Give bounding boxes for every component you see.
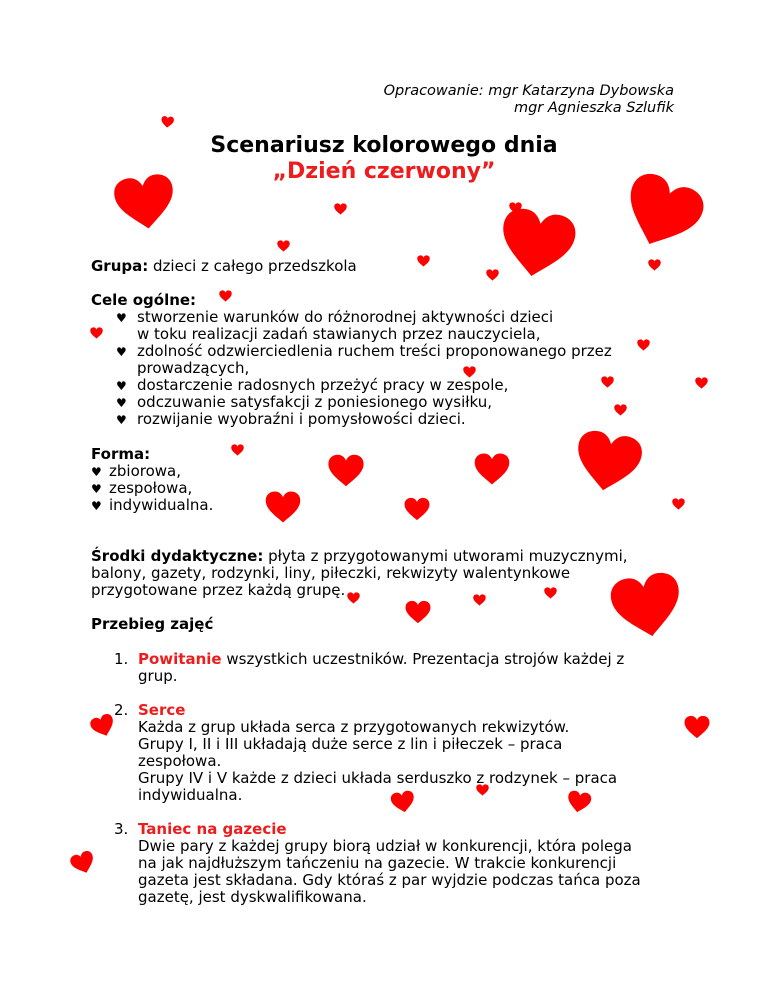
form-label: Forma: <box>91 445 151 463</box>
course-label: Przebieg zajęć <box>91 615 214 633</box>
step-text: wszystkich uczestników. Prezentacja strojów każdej z <box>226 650 625 668</box>
group-line <box>91 258 357 275</box>
materials-text-3: przygotowane przez każdą grupę. <box>91 581 346 599</box>
materials-line-1 <box>91 548 628 565</box>
step-text: Grupy I, II i III układają duże serce z lin i piłeczek – praca <box>138 735 563 753</box>
goal-item: w toku realizacji zadań stawianych przez nauczyciela, <box>137 325 541 343</box>
step-text: grup. <box>138 667 178 685</box>
step-title: Taniec na gazecie <box>138 820 287 838</box>
heart-icon <box>601 567 693 644</box>
heart-icon <box>334 203 347 215</box>
form-item: indywidualna. <box>109 496 214 514</box>
bullet-heart-icon: ♥ <box>116 379 127 393</box>
heart-icon <box>490 203 585 285</box>
step-text: Dwie pary z każdej grupy biorą udział w konkurencji, która polega <box>138 837 632 855</box>
goal-item: stworzenie warunków do różnorodnej aktywności dzieci <box>137 308 554 326</box>
bullet-heart-icon: ♥ <box>91 499 102 513</box>
materials-text-2: balony, gazety, rodzynki, liny, piłeczki, rekwizyty walentynkowe <box>91 564 571 582</box>
step-text: Każda z grup układa serca z przygotowanych rekwizytów. <box>138 718 570 736</box>
goal-item: zdolność odzwierciedlenia ruchem treści proponowanego przez <box>137 342 612 360</box>
step-number: 3. <box>114 820 129 838</box>
heart-icon <box>601 376 614 388</box>
heart-icon <box>684 715 710 739</box>
heart-icon <box>68 849 98 878</box>
bullet-heart-icon: ♥ <box>116 413 127 427</box>
step-text: zespołowa. <box>138 752 222 770</box>
goal-item: prowadzących, <box>137 359 250 377</box>
group-text: dzieci z całego przedszkola <box>153 257 357 275</box>
heart-icon <box>695 377 708 389</box>
author-line-2: mgr Agnieszka Szlufik <box>513 100 674 116</box>
group-label: Grupa: <box>91 257 149 275</box>
heart-icon <box>389 789 416 815</box>
goal-item: odczuwanie satysfakcji z poniesionego wysiłku, <box>137 393 493 411</box>
step-text: gazeta jest składana. Gdy któraś z par wyjdzie podczas tańca poza <box>138 871 641 889</box>
heart-icon <box>405 600 431 624</box>
heart-icon <box>277 240 290 252</box>
heart-icon <box>265 490 301 524</box>
page-title: Scenariusz kolorowego dnia <box>210 133 558 158</box>
form-item: zespołowa, <box>109 479 193 497</box>
bullet-heart-icon: ♥ <box>116 345 127 359</box>
heart-icon <box>161 115 175 128</box>
heart-icon <box>637 339 650 351</box>
form-item: zbiorowa, <box>109 462 181 480</box>
goal-item: dostarczenie radosnych przeżyć pracy w zespole, <box>137 376 509 394</box>
step-text: na jak najdłuższym tańczeniu na gazecie. W trakcie konkurencji <box>138 854 617 872</box>
author-credits <box>384 83 674 117</box>
heart-icon <box>474 452 510 486</box>
author-line-1: Opracowanie: mgr Katarzyna Dybowska <box>383 83 674 99</box>
page-subtitle: „Dzień czerwony” <box>272 159 496 184</box>
heart-icon <box>565 789 592 815</box>
goal-item: rozwijanie wyobraźni i pomysłowości dzieci. <box>137 410 466 428</box>
goals-label: Cele ogólne: <box>91 291 197 309</box>
heart-icon <box>544 587 557 599</box>
materials-label: Środki dydaktyczne: <box>91 547 264 565</box>
step-title: Powitanie <box>138 650 222 668</box>
heart-icon <box>322 454 370 487</box>
heart-icon <box>568 426 647 497</box>
step-number: 2. <box>114 701 129 719</box>
bullet-heart-icon: ♥ <box>91 465 102 479</box>
heart-icon <box>90 327 103 339</box>
heart-icon <box>417 255 430 267</box>
bullet-heart-icon: ♥ <box>116 311 127 325</box>
step-text: Grupy IV i V każde z dzieci układa serduszko z rodzynek – praca <box>138 769 618 787</box>
step-text: gazetę, jest dyskwalifikowana. <box>138 888 367 906</box>
heart-icon <box>486 269 499 281</box>
step-line <box>138 651 624 668</box>
heart-icon <box>614 404 627 416</box>
bullet-heart-icon: ♥ <box>91 482 102 496</box>
heart-icon <box>672 498 685 510</box>
heart-icon <box>219 290 232 302</box>
step-title: Serce <box>138 701 186 719</box>
materials-text-1: płyta z przygotowanymi utworami muzycznymi, <box>268 547 628 565</box>
heart-icon <box>473 594 486 606</box>
heart-icon <box>347 592 360 604</box>
bullet-heart-icon: ♥ <box>116 396 127 410</box>
heart-icon <box>404 497 430 521</box>
heart-icon <box>231 444 244 456</box>
step-text: indywidualna. <box>138 786 243 804</box>
step-number: 1. <box>114 650 129 668</box>
heart-icon <box>648 259 661 271</box>
